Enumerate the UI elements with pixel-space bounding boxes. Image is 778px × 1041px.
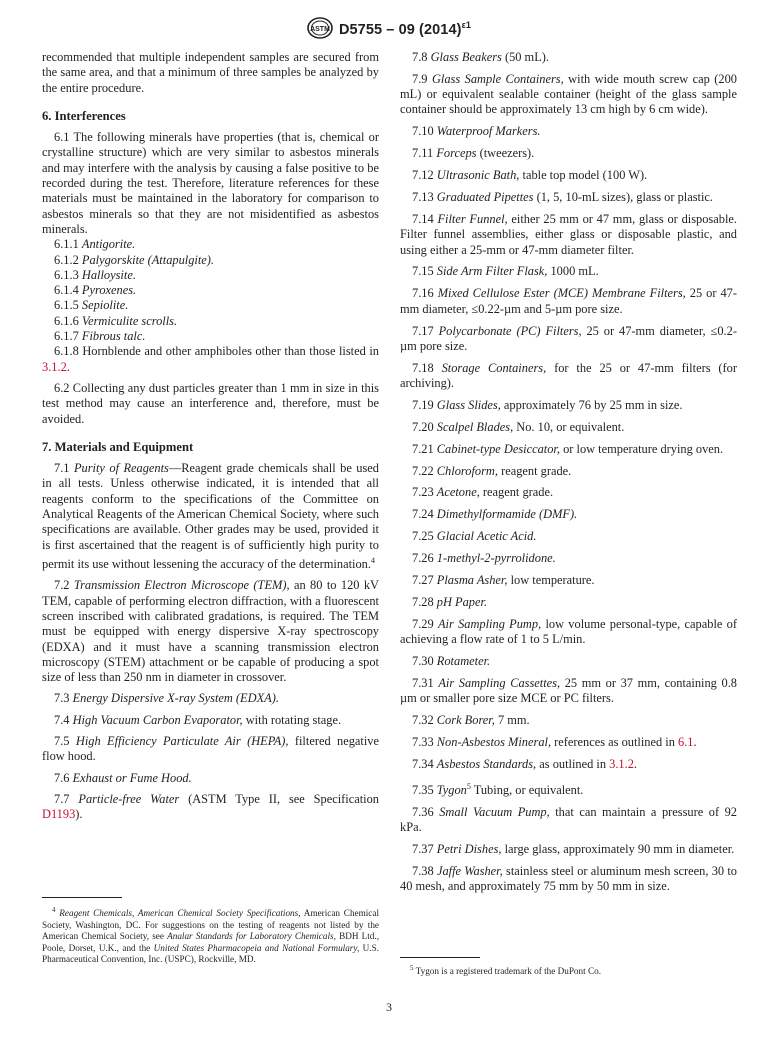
paragraph-7-36: 7.36 Small Vacuum Pump, that can maintain a pressure of 92 kPa.: [400, 804, 737, 835]
svg-text:ASTM: ASTM: [310, 26, 330, 33]
astm-logo-icon: [307, 17, 333, 39]
list-item: 7.32 Cork Borer, 7 mm.: [412, 713, 530, 728]
paragraph-7-37: 7.37 Petri Dishes, large glass, approximately 90 mm in diameter.: [412, 841, 735, 856]
footnote-divider: [400, 957, 480, 958]
list-item: 7.21 Cabinet-type Desiccator, or low temperature drying oven.: [412, 441, 724, 456]
document-designation: D5755 – 09 $(2014)^{\varepsilon 1}$: [338, 19, 472, 38]
paragraph-7-3: 7.3 Energy Dispersive X-ray System (EDXA).: [54, 691, 279, 706]
link-3-1-2[interactable]: 3.1.2: [609, 756, 634, 771]
paragraph-6-1: 6.1 The following minerals have properties (that is, chemical or crystalline structure) which are very similar to asbestos minerals and may interfere with the analysis by causing a false positive to be recorded during the test. Therefore, literature references for these materials must be maintained in the laboratory for comparison to asbestos minerals so that they are not misidentified as asbestos minerals.: [42, 130, 379, 236]
list-item: 6.1.7 Fibrous talc.: [54, 329, 146, 344]
paragraph-7-1: 7.1 Purity of Reagents—Reagent grade chemicals shall be used in all tests. Unless otherwise indicated, it is intended that all reagents conform to the specifications of the Committee on Analytical Reagents of the American Chemical Society, where such specifications are available. Other grades may be used, provided it is first ascertained that the reagent is of sufficiently high purity to permit its use without lessening the accuracy of the determination.$^4$: [42, 461, 379, 572]
list-item: 7.15 Side Arm Filter Flask, 1000 mL.: [412, 264, 599, 279]
mineral-list: [42, 237, 379, 375]
link-3-1-2[interactable]: 3.1.2: [42, 359, 67, 374]
left-column: [42, 50, 379, 822]
list-item: 7.25 Glacial Acetic Acid.: [412, 529, 537, 544]
section-6-heading: 6. Interferences: [42, 108, 126, 123]
paragraph-7-5: 7.5 High Efficiency Particulate Air (HEPA), filtered negative flow hood.: [42, 734, 379, 764]
list-item: 7.11 Forceps (tweezers).: [412, 146, 535, 161]
list-item: 7.29 Air Sampling Pump, low volume personal-type, capable of achieving a flow rate of 1 to 5 L/min.: [400, 616, 737, 647]
paragraph-7-2: 7.2 Transmission Electron Microscope (TEM), an 80 to 120 kV TEM, capable of performing electron diffraction, with a fluorescent screen inscribed with calibrated gradations, is required. The TEM must be equipped with energy dispersive X-ray spectroscopy (EDXA) and it must have a scanning transmission electron microscopy (STEM) attachment or be capable of producing a spot size of less than 250 nm in diameter in crossover.: [42, 578, 379, 685]
list-item: 6.1.4 Pyroxenes.: [54, 283, 137, 298]
list-item: 7.18 Storage Containers, for the 25 or 47-mm filters (for archiving).: [400, 360, 737, 390]
intro-paragraph: recommended that multiple independent samples are secured from the same area, and that a minimum of three samples be analyzed by the entire procedure.: [42, 50, 379, 95]
paragraph-7-35: 7.35 Tygon$^5$ Tubing, or equivalent.: [412, 781, 584, 797]
edition-mark: ε1: [461, 19, 472, 30]
list-item: 7.8 Glass Beakers (50 mL).: [412, 50, 549, 64]
list-item: 7.16 Mixed Cellulose Ester (MCE) Membrane Filters, 25 or 47-mm diameter, ≤0.22-µm and 5-µm pore size.: [400, 286, 737, 316]
list-item: 7.14 Filter Funnel, either 25 mm or 47 mm, glass or disposable. Filter funnel assemblies, either glass or disposable plastic, and using either a 25-mm or 47-mm diameter filter.: [400, 211, 737, 257]
footnote-ref-4[interactable]: 4: [370, 555, 375, 565]
paragraph-7-33: 7.33 Non-Asbestos Mineral, references as outlined in 6.1.: [412, 734, 697, 749]
list-item: 6.1.3 Halloysite.: [54, 267, 136, 282]
list-item: 7.31 Air Sampling Cassettes, 25 mm or 37 mm, containing 0.8 µm or smaller pore size MCE or PC filters.: [400, 675, 737, 706]
link-6-1[interactable]: 6.1: [678, 734, 694, 749]
list-item: 7.24 Dimethylformamide (DMF).: [412, 507, 578, 522]
list-item: 7.30 Rotameter.: [412, 653, 491, 668]
paragraph-6-2: 6.2 Collecting any dust particles greater than 1 mm in size in this test method may cause an interference and, therefore, must be avoided.: [42, 380, 379, 426]
section-7-heading: 7. Materials and Equipment: [42, 439, 194, 454]
list-item: 6.1.5 Sepiolite.: [54, 298, 129, 313]
paragraph-7-6: 7.6 Exhaust or Fume Hood.: [54, 770, 192, 785]
list-item: 7.20 Scalpel Blades, No. 10, or equivalent.: [412, 419, 625, 434]
list-item: 6.1.1 Antigorite.: [54, 237, 136, 252]
paragraph-7-38: 7.38 Jaffe Washer, stainless steel or aluminum mesh screen, 30 to 40 mesh, and approximately 75 mm by 50 mm in size.: [400, 863, 737, 894]
equipment-list: [400, 50, 737, 728]
list-item: 7.10 Waterproof Markers.: [412, 124, 541, 139]
page-header: [0, 17, 778, 39]
paragraph-7-34: 7.34 Asbestos Standards, as outlined in 3.1.2.: [412, 756, 638, 771]
footnote-4: $^4$ Reagent Chemicals, American Chemical Society Specifications, American Chemical Society, Washington, DC. For suggestions on the testing of reagents not listed by the American Chemical Society, see Analar Standards for Laboratory Chemicals, BDH Ltd., Poole, Dorset, U.K., and the United States Pharmacopeia and National Formulary, U.S. Pharmaceutical Convention, Inc. (USPC), Rockville, MD.: [42, 906, 380, 965]
list-item: 7.19 Glass Slides, approximately 76 by 25 mm in size.: [412, 397, 683, 412]
paragraph-7-4: 7.4 High Vacuum Carbon Evaporator, with rotating stage.: [54, 712, 342, 727]
footnote-ref-5[interactable]: 5: [466, 781, 471, 791]
list-item: 7.9 Glass Sample Containers, with wide mouth screw cap (200 mL) or equivalent sealable container (height of the glass sample container should be approximately 13 cm high by 6 cm wide).: [400, 71, 737, 117]
paragraph-7-7: 7.7 Particle-free Water (ASTM Type II, see Specification D1193).: [42, 791, 380, 822]
list-item: 7.17 Polycarbonate (PC) Filters, 25 or 47-mm diameter, ≤0.2-µm pore size.: [400, 323, 737, 353]
list-item: 6.1.2 Palygorskite (Attapulgite).: [54, 252, 215, 267]
list-item: 7.27 Plasma Asher, low temperature.: [412, 573, 595, 587]
right-column: [400, 50, 737, 901]
footnote-divider: [42, 897, 122, 898]
list-item: 7.26 1-methyl-2-pyrrolidone.: [412, 551, 556, 566]
list-item: 6.1.6 Vermiculite scrolls.: [54, 313, 178, 328]
footnote-5: $^5$ Tygon is a registered trademark of the DuPont Co.: [410, 964, 601, 977]
list-item: 7.23 Acetone, reagent grade.: [412, 485, 554, 500]
list-item: 7.12 Ultrasonic Bath, table top model (100 W).: [412, 168, 648, 183]
link-d1193[interactable]: D1193: [42, 807, 76, 822]
list-item: 7.13 Graduated Pipettes (1, 5, 10-mL sizes), glass or plastic.: [412, 190, 714, 205]
page-number: 3: [386, 1000, 392, 1014]
list-item: 7.22 Chloroform, reagent grade.: [412, 463, 572, 478]
paragraph-6-1-8: 6.1.8 Hornblende and other amphiboles other than those listed in 3.1.2.: [42, 344, 379, 374]
list-item: 7.28 pH Paper.: [412, 594, 488, 609]
